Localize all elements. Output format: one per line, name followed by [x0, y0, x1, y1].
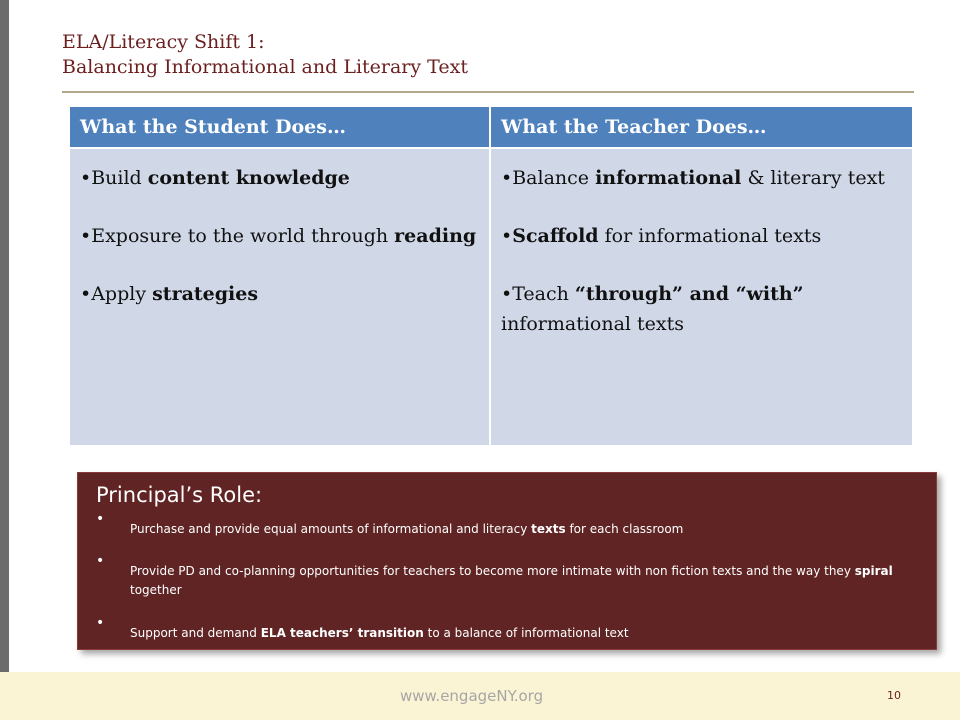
bullet-icon: • — [96, 511, 105, 527]
role-item-text: Provide PD and co-planning opportunities for teachers to become more intimate with non fiction texts and the way they spiral together — [130, 564, 893, 597]
table-header-row — [70, 107, 912, 148]
teacher-item: •Teach “through” and “with” informational texts — [501, 283, 804, 335]
left-accent-bar — [0, 0, 9, 720]
comparison-table — [70, 107, 912, 445]
teacher-item: •Balance informational & literary text — [501, 167, 885, 189]
header-teacher: What the Teacher Does… — [490, 107, 912, 148]
title-divider — [62, 91, 914, 93]
student-item: •Build content knowledge — [80, 167, 350, 189]
principal-role-title: Principal’s Role: — [96, 483, 263, 507]
slide-title-line2: Balancing Informational and Literary Text — [62, 56, 468, 78]
teacher-item: •Scaffold for informational texts — [501, 225, 822, 247]
slide-title — [62, 30, 468, 80]
slide-footer — [0, 672, 960, 720]
student-cell — [70, 148, 490, 445]
slide-title-line1: ELA/Literacy Shift 1: — [62, 31, 265, 53]
page-number: 10 — [887, 689, 901, 702]
table-body-row — [70, 148, 912, 445]
role-item-text: Purchase and provide equal amounts of informational and literacy texts for each classroom — [130, 522, 684, 536]
student-item: •Apply strategies — [80, 283, 259, 305]
header-student: What the Student Does… — [70, 107, 490, 148]
principal-role-box — [77, 472, 937, 650]
role-item-text: Support and demand ELA teachers’ transition to a balance of informational text — [130, 626, 629, 640]
student-item: •Exposure to the world through reading — [80, 225, 477, 247]
bullet-icon: • — [96, 615, 105, 631]
teacher-cell — [490, 148, 912, 445]
bullet-icon: • — [96, 553, 105, 569]
footer-url-link[interactable]: www.engageNY.org — [400, 687, 544, 705]
